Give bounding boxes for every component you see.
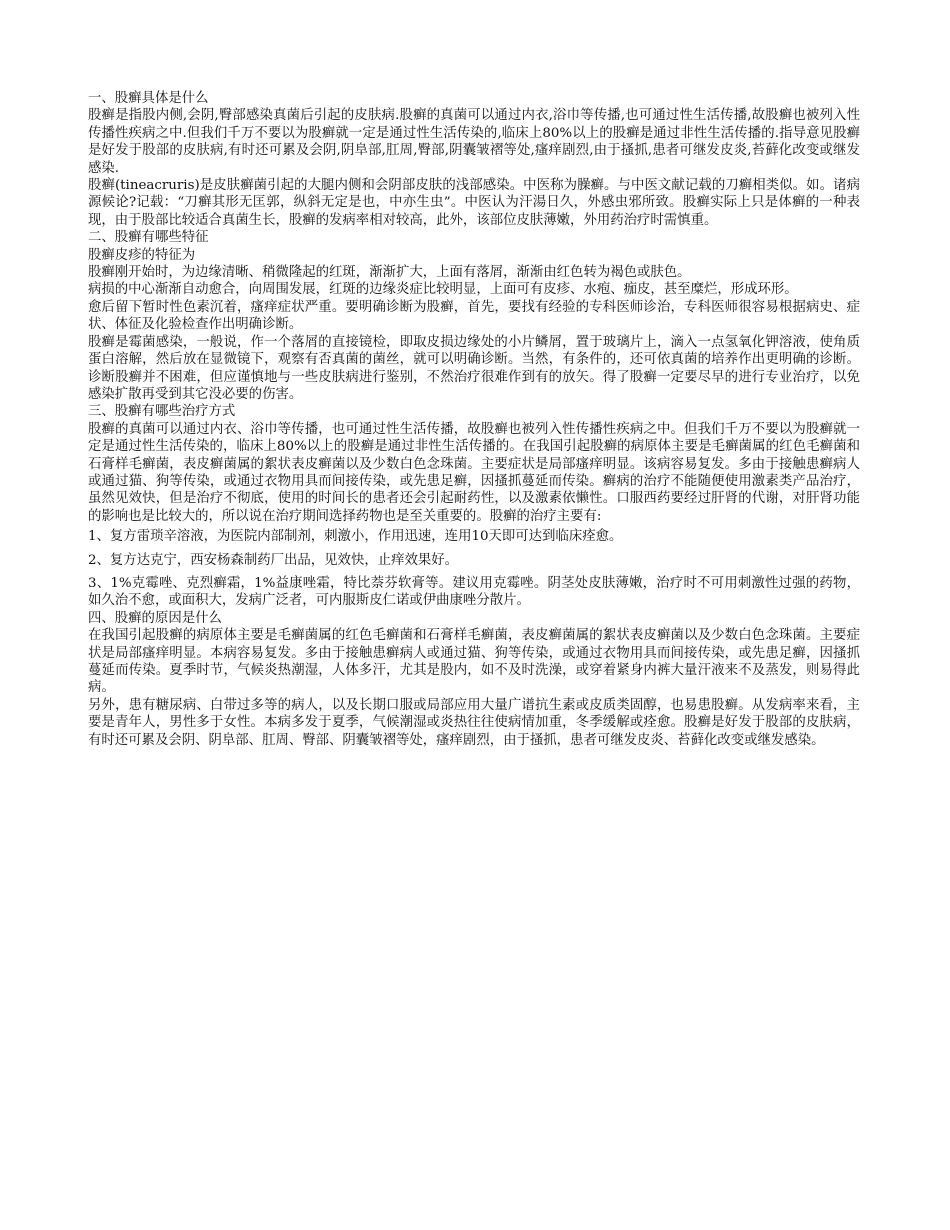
document-body <box>88 90 860 749</box>
paragraph-diagnosis: 愈后留下暂时性色素沉着，瘙痒症状严重。要明确诊断为股癣，首先，要找有经验的专科医师诊治，专科医师很容易根据病史、症状、体征及化验检查作出明确诊断。 <box>88 299 860 333</box>
section-heading-4: 四、股癣的原因是什么 <box>88 610 222 626</box>
treatment-item-1: 1、复方雷琐辛溶液，为医院内部制剂，刺激小，作用迅速，连用10天即可达到临床痊愈。 <box>88 529 623 545</box>
paragraph-tcm-description: 股癣(tineacruris)是皮肤癣菌引起的大腿内侧和会阴部皮肤的浅部感染。中医称为臊癣。与中医文献记载的刀癣相类似。如。诸病源候论?记载：“刀癣其形无匡郭，纵斜无定是也，中亦生虫”。中医认为汗湯日久，外感虫邪所致。股癣实际上只是体癣的一种表现，由于股部比较适合真菌生长，股癣的发病率相对较高，此外，该部位皮肤薄嫩，外用药治疗时需慎重。 <box>88 178 860 228</box>
paragraph-treatment-overview: 股癣的真菌可以通过内衣、浴巾等传播，也可通过性生活传播，故股癣也被列入性传播性疾病之中。但我们千万不要以为股癣就一定是通过性生活传染的，临床上80%以上的股癣是通过非性生活传播的。在我国引起股癣的病原体主要是毛癣菌属的红色毛癣菌和石膏样毛癣菌，表皮癣菌属的絮状表皮癣菌以及少数白色念珠菌。主要症状是局部瘙痒明显。该病容易复发。多由于接触患癣病人或通过猫、狗等传染，或通过衣物用具而间接传染，或先患足癣，因搔抓蔓延而传染。癣病的治疗不能随便使用激素类产品治疗，虽然见效快，但是治疗不彻底，使用的时间长的患者还会引起耐药性，以及激素依懒性。口服西药要经过肝肾的代谢，对肝肾功能的影响也是比较大的，所以说在治疗期间选择药物也是至关重要的。股癣的治疗主要有: <box>88 421 860 524</box>
section-heading-1: 一、股癣具体是什么 <box>88 91 209 106</box>
paragraph-fungal-test: 股癣是霉菌感染，一般说，作一个落屑的直接镜检，即取皮损边缘处的小片鳞屑，置于玻璃片上，滴入一点氢氧化钾溶液，使角质蛋白溶解，然后放在显微镜下，观察有否真菌的菌丝，就可以明确诊断。当然，有条件的，还可依真菌的培养作出更明确的诊断。诊断股癣并不困难，但应谨慎地与一些皮肤病进行鉴别，不然治疗很难作到有的放矢。得了股癣一定要尽早的进行专业治疗，以免感染扩散再受到其它没必要的伤害。 <box>88 334 860 402</box>
subheading-rash-features: 股癣皮疹的特征为 <box>88 247 196 263</box>
paragraph-early-stage: 股癣刚开始时，为边缘清晰、稍微隆起的红斑，渐渐扩大，上面有落屑，渐渐由红色转为褐色或肤色。 <box>88 265 691 281</box>
paragraph-risk-factors: 另外，患有糖尿病、白带过多等的病人，以及长期口服或局部应用大量广谱抗生素或皮质类固醇，也易患股癣。从发病率来看，主要是青年人，男性多于女性。本病多发于夏季，气候潮湿或炎热往往使病情加重，冬季缓解或痊愈。股癣是好发于股部的皮肤病，有时还可累及会阴、阴阜部、肛周、臀部、阴囊皱褶等处，瘙痒剧烈，由于搔抓，患者可继发皮炎、苔藓化改变或继发感染。 <box>88 697 860 748</box>
paragraph-definition: 股癣是指股内侧,会阴,臀部感染真菌后引起的皮肤病.股癣的真菌可以通过内衣,浴巾等传播,也可通过性生活传播,故股癣也被列入性传播性疾病之中.但我们千万不要以为股癣就一定是通过性生活传染的,临床上80%以上的股癣是通过非性生活传播的.指导意见股癣是好发于股部的皮肤病,有时还可累及会阴,阴阜部,肛周,臀部,阴囊皱褶等处,瘙痒剧烈,由于搔抓,患者可继发皮炎,苔藓化改变或继发感染. <box>88 108 860 176</box>
section-heading-2: 二、股癣有哪些特征 <box>88 230 209 246</box>
treatment-item-3: 3、1%克霉唑、克烈癣霜，1%益康唑霜，特比萘芬软膏等。建议用克霉唑。阴茎处皮肤薄嫩，治疗时不可用刺激性过强的药物，如久治不愈，或面积大，发病广泛者，可内服斯皮仁诺或伊曲康唑分散片。 <box>88 575 860 609</box>
paragraph-lesion-center: 病损的中心渐渐自动愈合，向周围发展，红斑的边缘炎症比较明显，上面可有皮疹、水疱、痂皮，甚至糜烂，形成环形。 <box>88 282 798 298</box>
paragraph-causes: 在我国引起股癣的病原体主要是毛癣菌属的红色毛癣菌和石膏样毛癣菌，表皮癣菌属的絮状表皮癣菌以及少数白色念珠菌。主要症状是局部瘙痒明显。本病容易复发。多由于接触患癣病人或通过猫、狗等传染，或通过衣物用具而间接传染，或先患足癣，因搔抓蔓延而传染。夏季时节，气候炎热潮湿，人体多汗，尤其是股内，如不及时洗澡，或穿着紧身内裤大量汗液来不及蒸发，则易得此病。 <box>88 628 860 696</box>
treatment-item-2: 2、复方达克宁，西安杨森制药厂出品，见效快，止痒效果好。 <box>88 552 459 568</box>
section-heading-3: 三、股癣有哪些治疗方式 <box>88 404 236 420</box>
